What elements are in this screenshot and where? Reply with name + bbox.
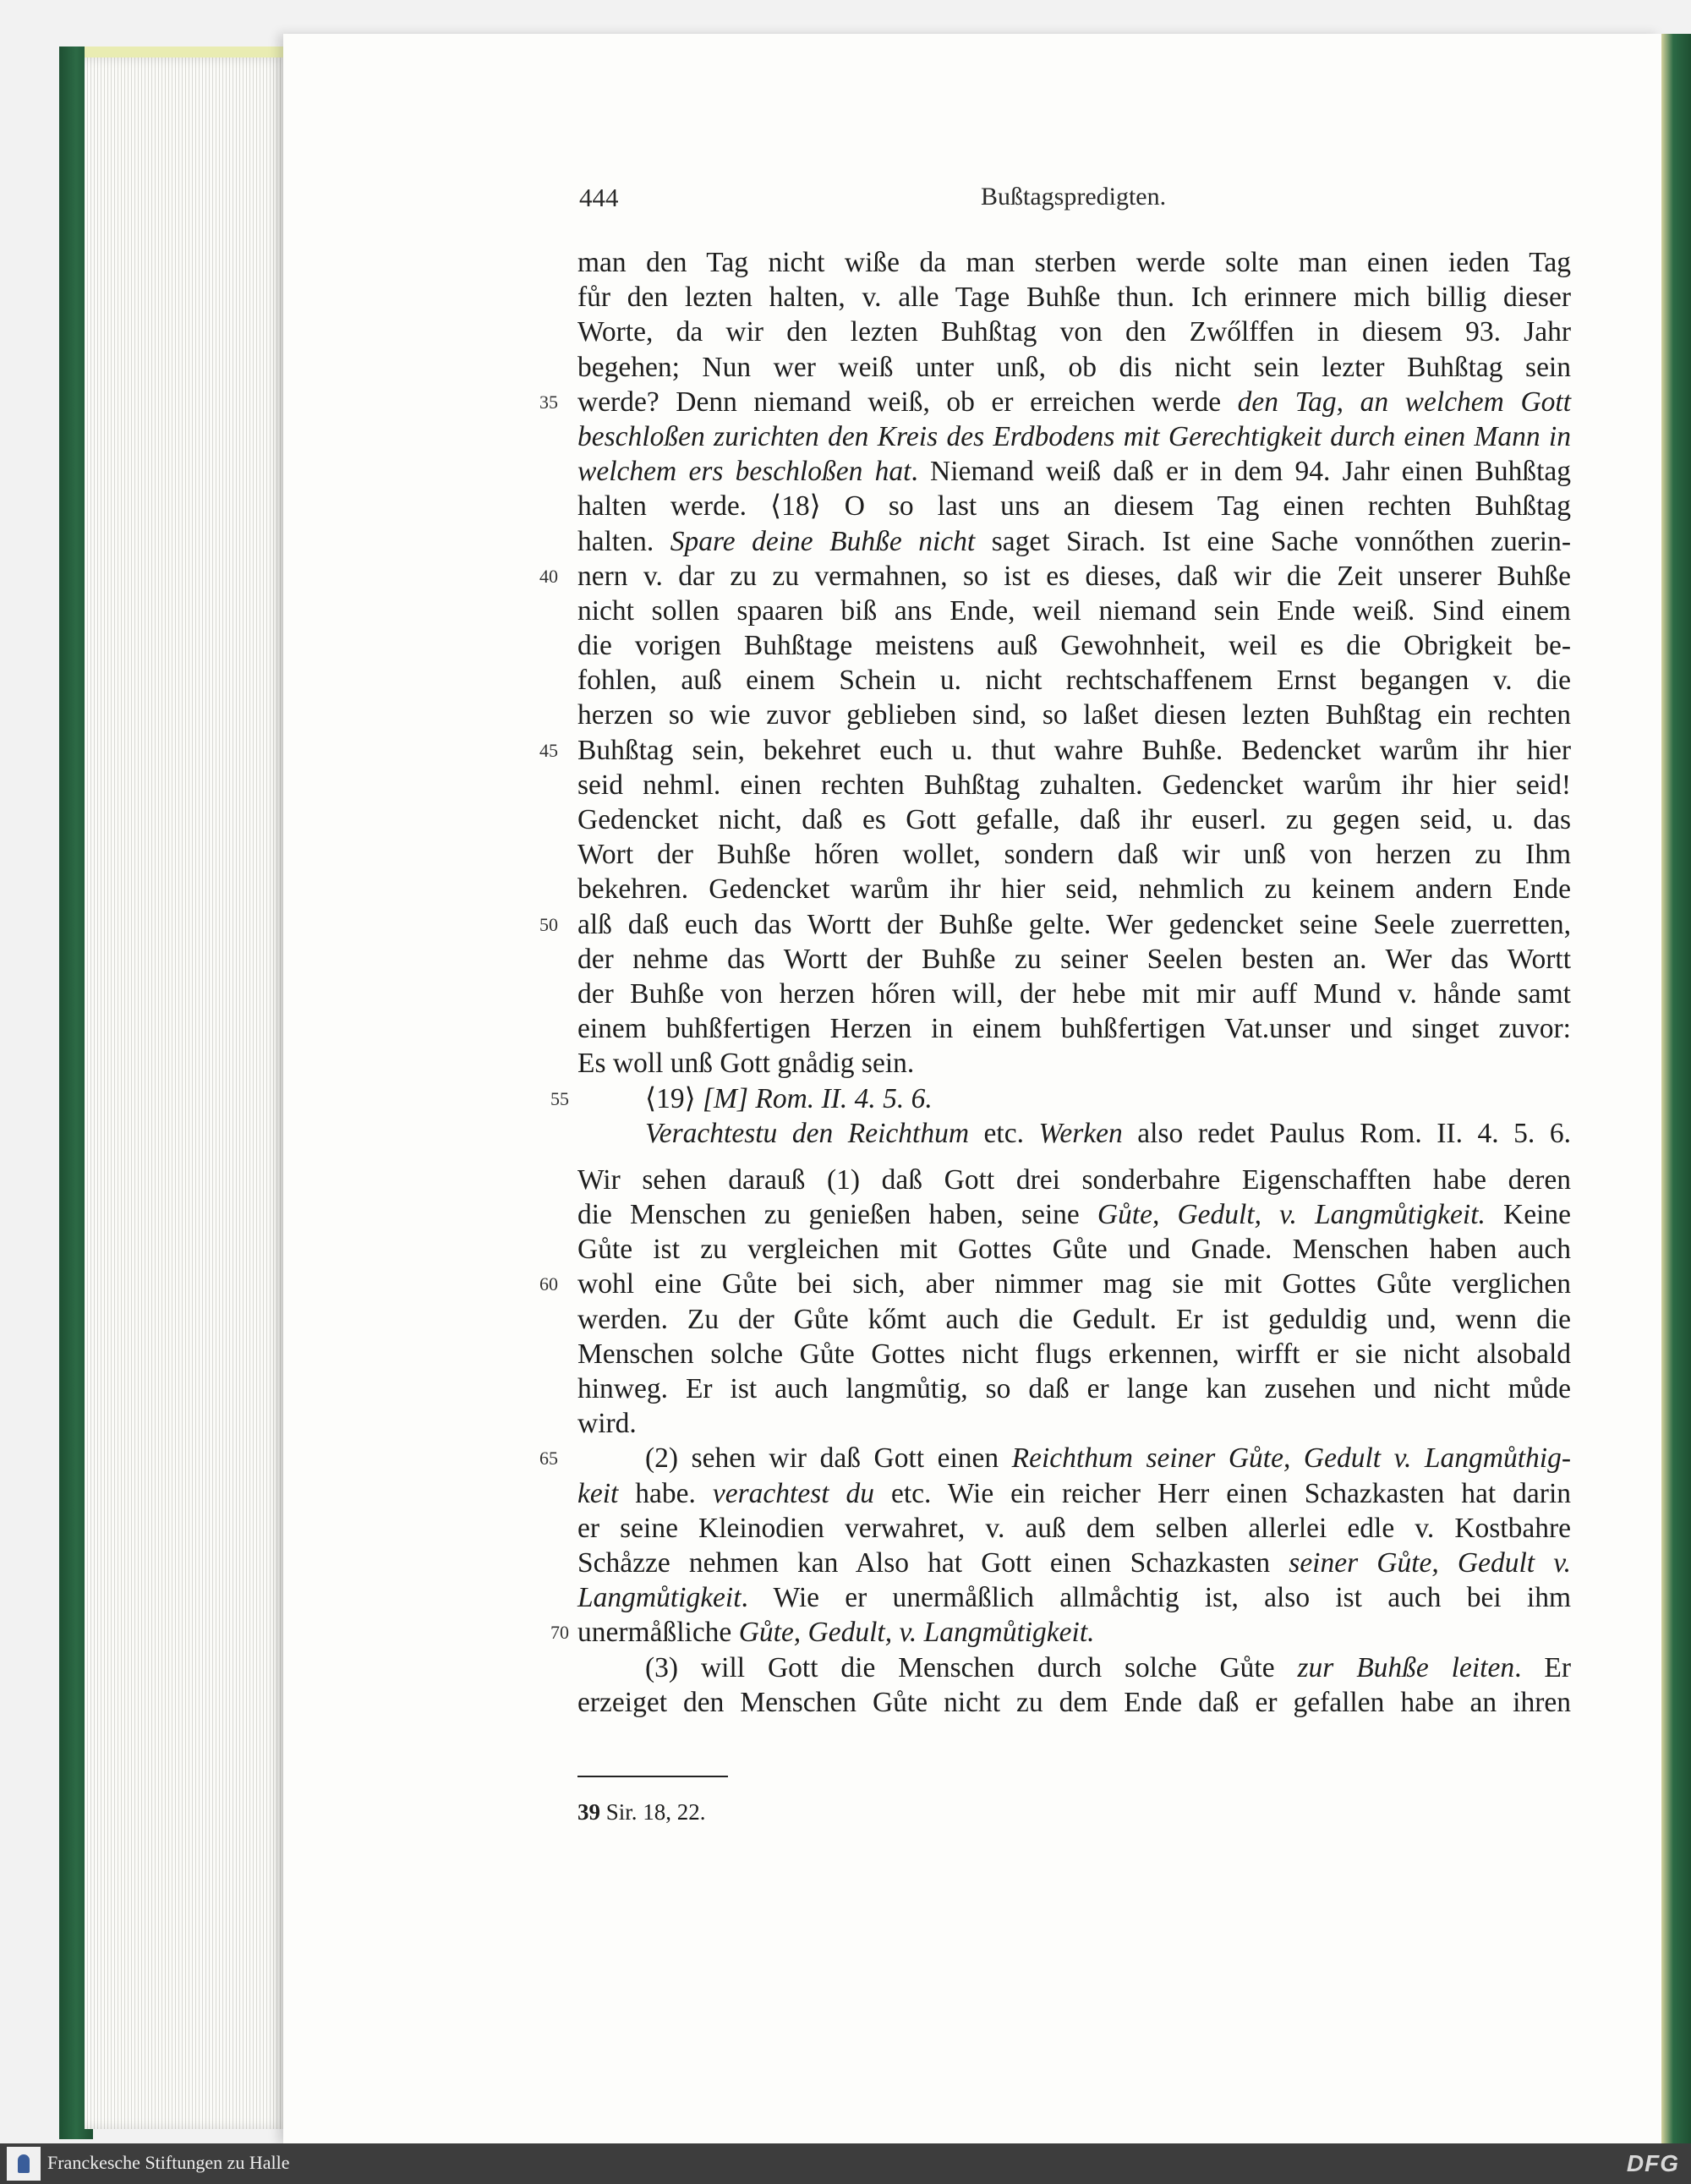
italic-text: [M] Rom. II. 4. 5. 6. [703,1082,933,1114]
text-line [577,768,1571,802]
text-segment: hinweg. Er ist auch langmůtig, so daß er lange kan zusehen und nicht můde [577,1373,1571,1404]
bottom-bar [0,2143,1691,2184]
text-segment: also redet Paulus Rom. II. 4. 5. 6. [1122,1117,1571,1149]
text-segment: die Menschen zu genießen haben, seine [577,1199,1097,1231]
text-segment: (2) sehen wir daß Gott einen [645,1442,1012,1475]
text-segment: werden. Zu der Gůte kőmt auch die Gedult. Er ist geduldig und, wenn die [577,1303,1571,1335]
text-segment: man den Tag nicht wiße da man sterben werde solte man einen ieden Tag [577,247,1571,278]
text-line [577,1046,1571,1081]
text-segment: . Er [1514,1651,1571,1683]
text-line [577,1337,1571,1371]
page-number: 444 [579,183,619,212]
text-line [577,315,1571,349]
italic-text: zur Buhße leiten [1297,1651,1515,1683]
line-number: 50 [539,913,558,935]
text-segment: Gůte ist zu vergleichen mit Gottes Gůte und Gnade. Menschen haben auch [577,1234,1571,1266]
italic-text: Gůte, Gedult, v. Langmůtigkeit. [1097,1199,1486,1231]
text-segment: saget Sirach. Ist eine Sache vonnőthen zuerin- [975,525,1571,557]
text-line [577,1302,1571,1337]
italic-text: beschloßen zurichten den Kreis des Erdbodens mit Gerechtigkeit durch einen Mann in [577,420,1571,452]
text-segment: . Wie er unermåßlich allmåchtig ist, also ist auch bei ihm [741,1582,1571,1614]
text-segment: Wir sehen darauß (1) daß Gott drei sonderbahre Eigenschafften habe deren [577,1163,1571,1196]
text-line [539,1441,1571,1475]
text-segment: etc. Wie ein reicher Herr einen Schazkasten hat darin [874,1477,1571,1509]
text-segment: Gedencket nicht, daß es Gott gefalle, daß ihr euserl. zu gegen seid, u. das [577,804,1571,835]
page-edges [85,57,287,2129]
text-segment: wohl eine Gůte bei sich, aber nimmer mag sie mit Gottes Gůte verglichen [577,1268,1571,1300]
text-segment: Menschen solche Gůte Gottes nicht flugs erkennen, wirfft er sie nicht alsobald [577,1338,1571,1370]
text-segment: habe. [618,1477,713,1509]
text-line [577,594,1571,628]
italic-text: Gůte, Gedult, v. Langmůtigkeit. [738,1617,1095,1649]
italic-text: keit [577,1477,619,1509]
italic-text: verachtest du [712,1477,875,1509]
line-number: 35 [539,391,558,413]
text-segment: (3) will Gott die Menschen durch solche Gůte [645,1651,1298,1683]
text-segment: . Niemand weiß daß er in dem 94. Jahr einen Buhßtag [911,456,1571,488]
text-line [577,977,1571,1011]
text-line [577,802,1571,837]
institution-name[interactable]: Franckesche Stiftungen zu Halle [47,2152,290,2173]
text-line [577,1546,1571,1580]
text-line [577,280,1571,315]
text-line [577,872,1571,906]
line-number: 40 [539,565,558,587]
text-segment: unermåßliche [577,1617,739,1649]
text-segment: Keine [1485,1199,1571,1231]
text-line [577,1011,1571,1046]
text-line [577,1406,1571,1441]
book-cover-right [1661,34,1691,2143]
text-segment: halten. [577,525,670,557]
text-line [577,1580,1571,1615]
text-segment: halten werde. ⟨18⟩ O so last uns an diesem Tag einen rechten Buhßtag [577,490,1571,523]
text-segment: die vorigen Buhßtage meistens auß Gewohnheit, weil es die Obrigkeit be- [577,630,1571,662]
footnote-ref: 39 [577,1799,600,1825]
text-segment: seid nehml. einen rechten Buhßtag zuhalten. Gedencket warům ihr hier seid! [577,769,1571,801]
text-line [577,1476,1571,1511]
text-segment: etc. [969,1117,1039,1149]
text-line [577,245,1571,280]
text-segment: ⟨19⟩ [645,1082,703,1114]
text-column [539,245,1572,1720]
text-line [577,1197,1571,1232]
text-line [577,1163,1571,1197]
text-segment: Schåzze nehmen kan Also hat Gott einen Schazkasten [577,1546,1289,1579]
text-line [577,698,1571,732]
text-line [539,907,1571,942]
italic-text: Verachtestu den Reichthum [645,1117,970,1149]
text-line [577,837,1571,872]
text-line [577,942,1571,977]
text-line [577,628,1571,663]
text-segment: der nehme das Wortt der Buhße zu seiner Seelen besten an. Wer das Wortt [577,943,1571,975]
text-line [577,1650,1571,1685]
text-segment: wird. [577,1408,637,1440]
footnote-text: Sir. 18, 22. [600,1799,706,1825]
text-segment: Wort der Buhße hőren wollet, sondern daß wir unß von herzen zu Ihm [577,839,1571,871]
text-segment: begehen; Nun wer weiß unter unß, ob dis nicht sein lezter Buhßtag sein [577,351,1571,383]
footnote [577,1799,706,1825]
text-line [539,1267,1571,1301]
text-line [539,559,1571,594]
text-segment: werde? Denn niemand weiß, ob er erreichen werde [577,386,1238,418]
text-line [577,489,1571,523]
italic-text: Spare deine Buhße nicht [670,525,976,557]
text-segment: alß daß euch das Wortt der Buhße gelte. Wer gedencket seine Seele zuerretten, [577,908,1571,940]
text-segment: fůr den lezten halten, v. alle Tage Buhße thun. Ich erinnere mich billig dieser [577,282,1571,314]
line-number: 60 [539,1273,558,1295]
text-line [577,350,1571,385]
line-number: 70 [550,1622,569,1644]
line-number: 55 [550,1087,569,1109]
text-segment: Buhßtag sein, bekehret euch u. thut wahre Buhße. Bedencket warům ihr hier [577,734,1571,766]
text-line [577,524,1571,559]
text-line [577,1116,1571,1151]
italic-text: Werken [1038,1117,1123,1149]
text-segment: der Buhße von herzen hőren will, der hebe mit mir auff Mund v. hånde samt [577,977,1571,1010]
italic-text: welchem ers beschloßen hat [577,456,911,488]
text-line [577,1232,1571,1267]
text-line [539,385,1572,419]
text-segment: erzeiget den Menschen Gůte nicht zu dem Ende daß er gefallen habe an ihren [577,1686,1571,1718]
text-line [550,1081,1571,1116]
italic-text: Langmůtigkeit [577,1582,742,1614]
text-segment: fohlen, auß einem Schein u. nicht rechtschaffenem Ernst begangen v. die [577,665,1571,697]
running-title: Bußtagspredigten. [981,183,1167,211]
text-line [577,1371,1571,1406]
institution-logo-icon[interactable] [7,2147,41,2181]
text-segment: bekehren. Gedencket warům ihr hier seid, nehmlich zu keinem andern Ende [577,873,1571,906]
text-line [577,663,1571,698]
text-line [577,1685,1571,1720]
line-number: 45 [539,739,558,761]
line-number: 65 [539,1448,558,1470]
text-segment: Es woll unß Gott gnådig sein. [577,1048,915,1080]
footnote-rule [577,1776,728,1777]
text-segment: er seine Kleinodien verwahret, v. auß dem selben allerlei edle v. Kostbahre [577,1512,1571,1544]
text-segment: einem buhßfertigen Herzen in einem buhßfertigen Vat.unser und singet zuvor: [577,1013,1571,1045]
text-segment: Worte, da wir den lezten Buhßtag von den Zwőlffen in diesem 93. Jahr [577,316,1571,348]
italic-text: den Tag, an welchem Gott [1237,386,1572,418]
text-line [539,733,1571,768]
text-segment: nicht sollen spaaren biß ans Ende, weil niemand sein Ende weiß. Sind einem [577,594,1571,627]
text-segment: nern v. dar zu zu vermahnen, so ist es dieses, daß wir die Zeit unserer Buhße [577,560,1571,592]
italic-text: seiner Gůte, Gedult v. [1289,1546,1571,1579]
dfg-logo: DFG [1626,2150,1679,2176]
text-line [577,419,1571,454]
italic-text: Reichthum seiner Gůte, Gedult v. Langmůthig- [1011,1442,1571,1475]
text-line [550,1615,1571,1650]
text-segment: herzen so wie zuvor geblieben sind, so laßet diesen lezten Buhßtag ein rechten [577,699,1571,731]
text-line [577,454,1571,489]
text-line [577,1511,1571,1546]
